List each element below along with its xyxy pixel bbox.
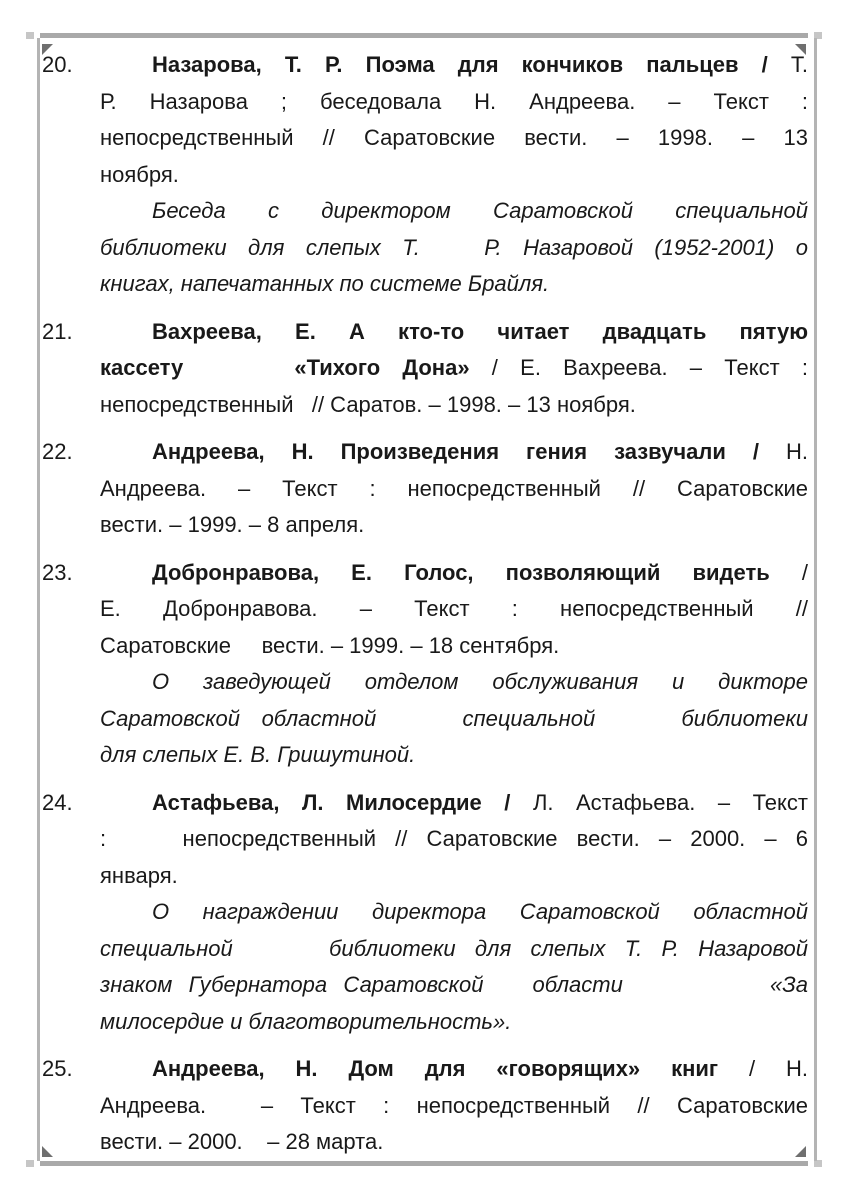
bold-text-run: Андреева, Н. Дом для «говорящих» книг [152, 1056, 719, 1081]
frame-left-border [37, 38, 40, 1161]
text-run: Андреева. – Текст : непосредственный // Саратовские [100, 1092, 808, 1118]
text-run: ноября. [100, 161, 179, 187]
text-line [100, 84, 808, 121]
text-line [100, 967, 808, 1004]
entry-body [100, 785, 808, 1041]
text-line [100, 314, 808, 351]
text-line [100, 701, 808, 738]
entry-citation [100, 314, 808, 424]
bold-text-run: Андреева, Н. Произведения гения зазвучали / [152, 439, 759, 464]
text-run: непосредственный // Саратов. – 1998. – 13 ноября. [100, 391, 636, 417]
bold-text-run: Астафьева, Л. Милосердие / [152, 789, 511, 815]
text-line [100, 1088, 808, 1125]
text-line [100, 471, 808, 508]
text-run: Т. [767, 52, 808, 77]
text-run: / Н. [718, 1056, 808, 1081]
text-line [100, 1051, 808, 1088]
text-run: непосредственный // Саратовские вести. – 1998. – 13 [100, 125, 808, 150]
text-run: вести. – 2000. – 28 марта. [100, 1129, 384, 1154]
bibliography-entry [42, 47, 808, 303]
text-line [100, 266, 808, 303]
bibliography-entry [42, 1051, 808, 1161]
text-line [100, 591, 808, 628]
text-run: библиотеки для слепых Т. Р. Назаровой (1952-2001) о [100, 234, 808, 260]
entry-citation [100, 434, 808, 544]
bold-text-run: Назарова, Т. Р. Поэма для кончиков пальцев / [152, 52, 768, 77]
entry-number: 21. [42, 318, 73, 344]
entry-body [100, 555, 808, 774]
text-line [100, 555, 808, 592]
bibliography-entry [42, 555, 808, 774]
text-line [100, 350, 808, 387]
text-line [100, 157, 808, 194]
entry-citation [100, 785, 808, 895]
text-run: для слепых Е. В. Гришутиной. [100, 742, 416, 767]
text-line [100, 821, 808, 858]
bold-text-run: кассету «Тихого Дона» [100, 355, 470, 380]
text-run: / Е. Вахреева. – Текст : [469, 355, 808, 380]
bold-text-run: Вахреева, Е. А кто-то читает двадцать пятую [152, 318, 808, 344]
text-run: О заведующей отделом обслуживания и дикторе [152, 669, 808, 694]
text-line [100, 387, 808, 424]
text-run: января. [100, 862, 178, 888]
frame-right-border [814, 38, 817, 1161]
text-run: О награждении директора Саратовской областной [152, 899, 808, 924]
text-run: : непосредственный // Саратовские вести. – 2000. – 6 [100, 826, 808, 851]
text-line [100, 664, 808, 701]
text-run: Беседа с директором Саратовской специальной [152, 198, 808, 223]
text-line [100, 894, 808, 931]
text-run: Р. Назарова ; беседовала Н. Андреева. – Текст : [100, 88, 808, 114]
text-run: / [769, 559, 808, 585]
text-line [100, 230, 808, 267]
entry-number: 20. [42, 52, 73, 77]
bibliography-list [42, 47, 808, 1172]
text-run: Саратовские вести. – 1999. – 18 сентября. [100, 632, 560, 658]
entry-citation [100, 47, 808, 193]
text-line [100, 434, 808, 471]
entry-body [100, 434, 808, 544]
text-run: вести. – 1999. – 8 апреля. [100, 512, 365, 537]
text-run: Л. Астафьева. – Текст [510, 789, 808, 815]
entry-body [100, 47, 808, 303]
bibliography-entry [42, 785, 808, 1041]
text-run: Саратовской областной специальной библиотеки [100, 705, 808, 731]
text-run: милосердие и благотворительность». [100, 1008, 512, 1034]
text-line [100, 120, 808, 157]
frame-top-border [40, 33, 808, 38]
text-run: книгах, напечатанных по системе Брайля. [100, 271, 550, 296]
text-line [100, 1004, 808, 1041]
text-line [100, 193, 808, 230]
text-line [100, 931, 808, 968]
bibliography-entry [42, 434, 808, 544]
text-run: специальной библиотеки для слепых Т. Р. Назаровой [100, 935, 808, 961]
text-line [100, 507, 808, 544]
entry-annotation [100, 894, 808, 1040]
entry-number: 25. [42, 1056, 73, 1081]
entry-body [100, 1051, 808, 1161]
text-line [100, 1124, 808, 1161]
text-run: Андреева. – Текст : непосредственный // Саратовские [100, 475, 808, 501]
entry-annotation [100, 193, 808, 303]
bold-text-run: Добронравова, Е. Голос, позволяющий видеть [152, 559, 770, 585]
text-line [100, 47, 808, 84]
bibliography-entry [42, 314, 808, 424]
text-line [100, 785, 808, 822]
entry-body [100, 314, 808, 424]
text-line [100, 858, 808, 895]
text-run: знаком Губернатора Саратовской области «За [100, 972, 808, 997]
text-run: Н. [759, 439, 808, 464]
entry-citation [100, 1051, 808, 1161]
text-line [100, 628, 808, 665]
text-line [100, 737, 808, 774]
entry-number: 23. [42, 559, 73, 585]
entry-citation [100, 555, 808, 665]
entry-annotation [100, 664, 808, 774]
entry-number: 24. [42, 789, 73, 815]
text-run: Е. Добронравова. – Текст : непосредственный // [100, 596, 808, 621]
entry-number: 22. [42, 439, 73, 464]
